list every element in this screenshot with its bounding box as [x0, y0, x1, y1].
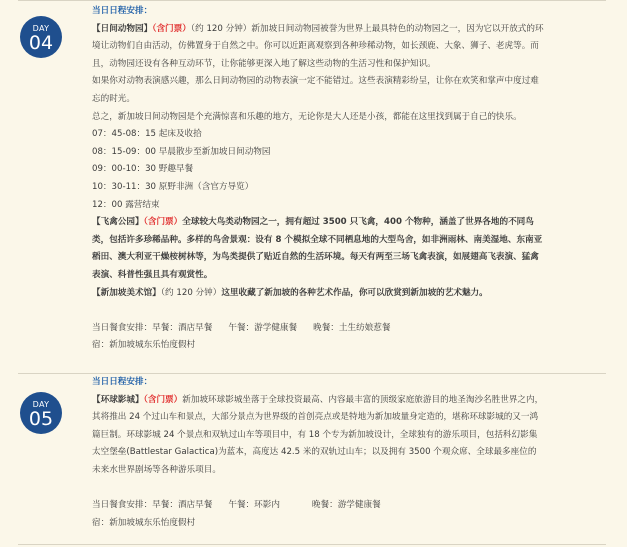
timeline-item: 08：15-09：00 早晨散步至新加坡日间动物园 [92, 146, 271, 157]
timeline-item: 07：45-08：15 起床及收拾 [92, 129, 202, 140]
hotel-line: 宿：新加坡城东乐怡度假村 [92, 517, 196, 528]
meal-breakfast: 早餐：酒店早餐 [152, 322, 213, 333]
day-content [92, 374, 544, 532]
timeline-item: 09：00-10：30 野趣早餐 [92, 164, 194, 175]
day-number: 05 [28, 408, 54, 430]
meals-label: 当日餐食安排： [92, 500, 153, 511]
schedule-header: 当日日程安排： [92, 6, 153, 16]
timeline-item: 10：30-11：30 原野非洲（含官方导览） [92, 181, 254, 192]
museum-desc: 这里收藏了新加坡的各种艺术作品，你可以欣赏到新加坡的艺术魅力。 [221, 287, 488, 298]
ticket-tag: （含门票） [152, 23, 191, 34]
paragraph: 如果你对动物表演感兴趣，那么日间动物园的动物表演一定不能错过。这些表演精彩纷呈，让你在欢笑和掌声中度过难忘的时光。 [92, 76, 539, 104]
universal-section [92, 392, 544, 480]
meal-lunch: 午餐：环影内 [228, 500, 280, 511]
day-number: 04 [28, 32, 54, 54]
day-label: DAY [32, 24, 50, 33]
universal-title: 【环球影城】 [92, 394, 144, 405]
meals-line [92, 320, 544, 338]
duration: （约 120 分钟） [160, 287, 222, 298]
museum-title: 【新加坡美术馆】 [92, 287, 161, 298]
ticket-tag: （含门票） [143, 394, 183, 405]
day-badge [20, 16, 62, 58]
zoo-title: 【日间动物园】 [92, 23, 153, 34]
birdpark-section [92, 214, 544, 284]
birdpark-title: 【飞禽公园】 [92, 217, 144, 228]
hotel-line: 宿：新加坡城东乐怡度假村 [92, 340, 196, 351]
divider [18, 544, 606, 545]
birdpark-desc: 全球较大鸟类动物园之一，拥有超过 3500 只飞禽，400 个物种，涵盖了世界各地的不同鸟类，包括许多珍稀品种。多样的鸟舍景观：设有 8 个模拟全球不同栖息地的大型鸟舍，如非洲雨林、南美湿地、东南亚稻田、澳大利亚干燥桉树林等，为鸟类提供了贴近自然的生活环境。每天有两至三场飞禽表演，如展翅高飞表演、猛禽表演、科普性强且具有观赏性。 [92, 217, 543, 280]
schedule-header: 当日日程安排： [92, 377, 153, 387]
timeline-item: 12：00 露营结束 [92, 199, 160, 210]
zoo-desc: 新加坡日间动物园被誉为世界上最具特色的动物园之一，因为它以开放式的环境让动物们自由活动，仿佛置身于自然之中。你可以近距离观察到各种珍稀动物，如长颈鹿、大象、狮子、老虎等。而且，动物园还设有各种互动环节，让你能够更深入地了解这些动物的生活习性和保护知识。 [92, 23, 544, 69]
meals-label: 当日餐食安排： [92, 322, 153, 333]
day-content [92, 3, 544, 355]
paragraph: 总之，新加坡日间动物园是个充满惊喜和乐趣的地方，无论你是大人还是小孩，都能在这里找到属于自己的快乐。 [92, 111, 522, 122]
museum-section [92, 285, 544, 303]
meals-line [92, 497, 544, 515]
day-badge [20, 392, 62, 434]
meal-dinner: 晚餐：土生纺娘惹餐 [313, 322, 391, 333]
universal-desc: 新加坡环球影城坐落于全球投资最高、内容最丰富的顶级家庭旅游目的地圣淘沙名胜世界之内，其将推出 24 个过山车和景点，大部分景点为世界级的首创亮点或是特地为新加坡量身定造的，堪称环球影城的又一鸿篇巨制。环球影城 24 个景点和双轨过山车等项目中，有 18 个专为新加坡设计，全球独有的游乐项目，包括科幻影集太空堡垒(Battlestar Galactica)为蓝本，高度达 42.5 米的双轨过山车；以及拥有 3500 个观众席、全球最多座位的未来水世界剧场等各种游乐项目。 [92, 394, 544, 475]
day-label: DAY [32, 400, 50, 409]
duration: （约 120 分钟） [190, 23, 252, 34]
divider [18, 0, 606, 1]
meal-breakfast: 早餐：酒店早餐 [152, 500, 213, 511]
zoo-section [92, 21, 544, 74]
ticket-tag: （含门票） [143, 217, 183, 228]
meal-lunch: 午餐：游学健康餐 [228, 322, 298, 333]
meal-dinner: 晚餐：游学健康餐 [311, 500, 381, 511]
